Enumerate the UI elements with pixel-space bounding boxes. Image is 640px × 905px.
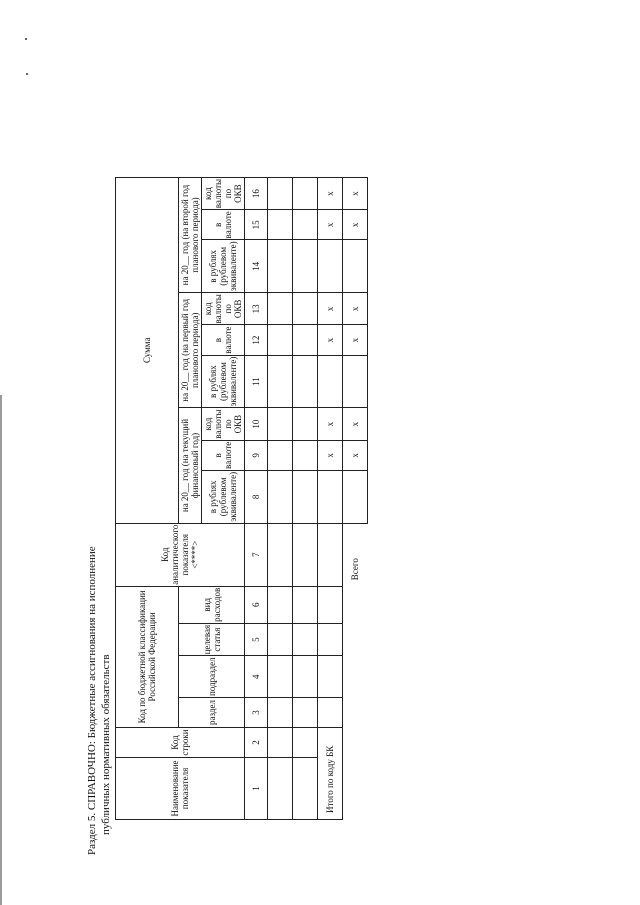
column-numbers-row [245,177,268,819]
header-okv: код валюты по ОКВ [203,294,243,324]
col-number: 15 [245,210,268,240]
cell [293,440,318,470]
appropriations-table [115,177,368,820]
col-number: 4 [245,656,268,698]
cell [268,325,293,355]
cell [318,698,343,728]
header-section: раздел [179,698,245,728]
cell [293,355,318,408]
x-mark: x [343,210,368,240]
grand-total-row [343,177,368,819]
cell [293,293,318,325]
rotated-page [85,115,385,855]
cell [268,293,293,325]
cell [293,523,318,586]
header-okv: код валюты по ОКВ [203,178,243,209]
scan-speck [25,38,27,40]
cell [293,758,318,820]
cell [268,523,293,586]
cell [268,177,293,209]
total-by-bk-label: Итого по коду БК [318,728,343,820]
section-title [85,115,113,855]
cell [293,728,318,758]
header-analytic-code: Код аналитического показателя <****> [116,523,245,586]
cell [293,470,318,523]
col-number: 11 [245,355,268,408]
header-name: Наименование показателя [116,758,245,820]
col-number: 16 [245,177,268,209]
data-row [268,177,293,819]
cell [293,623,318,656]
x-mark: x [343,408,368,440]
header-subsection: подраздел [179,656,245,698]
x-mark: x [318,293,343,325]
cell [268,623,293,656]
data-row [293,177,318,819]
total-by-bk-row [318,177,343,819]
cell [318,586,343,623]
col-number: 10 [245,408,268,440]
col-number: 12 [245,325,268,355]
x-mark: x [318,440,343,470]
cell [268,656,293,698]
header-year-current: на 20__ год (на текущий финансовый год) [179,408,202,523]
cell [268,440,293,470]
x-mark: x [318,325,343,355]
cell [343,355,368,408]
cell [268,355,293,408]
cell [343,470,368,523]
col-number: 5 [245,623,268,656]
scan-edge [0,395,2,905]
header-rub: в рублях (рублевом эквиваленте) [202,470,245,523]
cell [318,656,343,698]
cell [268,698,293,728]
col-number: 8 [245,470,268,523]
col-number: 2 [245,728,268,758]
col-number: 3 [245,698,268,728]
cell [318,355,343,408]
cell [268,408,293,440]
header-line-code: Код строки [116,728,245,758]
header-okv: код валюты по ОКВ [203,409,243,439]
title-line-2: публичных нормативных обязательств [100,654,112,835]
x-mark: x [343,177,368,209]
cell [318,623,343,656]
cell [293,240,318,293]
header-target-article: целевая статья [179,623,245,656]
cell [293,586,318,623]
cell [268,470,293,523]
cell [268,758,293,820]
cell [293,408,318,440]
header-rub: в рублях (рублевом эквиваленте) [202,355,245,408]
col-number: 1 [245,758,268,820]
cell [293,698,318,728]
cell [293,177,318,209]
col-number: 9 [245,440,268,470]
cell [318,523,343,586]
cell [268,210,293,240]
col-number: 6 [245,586,268,623]
cell [268,586,293,623]
header-expense-type: вид расходов [179,586,245,623]
col-number: 13 [245,293,268,325]
x-mark: x [318,177,343,209]
cell [293,656,318,698]
x-mark: x [343,293,368,325]
header-currency: в валюте [202,210,245,240]
grand-total-label: Всего [343,523,368,586]
cell [268,240,293,293]
header-currency: в валюте [202,440,245,470]
cell [318,470,343,523]
x-mark: x [318,210,343,240]
title-line-1: Раздел 5. СПРАВОЧНО: Бюджетные ассигнования на исполнение [86,546,98,855]
scan-speck [26,73,28,75]
cell [293,325,318,355]
cell [268,728,293,758]
col-number: 7 [245,523,268,586]
header-year-first: на 20__ год (на первый год планового периода) [179,293,202,408]
header-year-second: на 20__ год (на второй год планового периода) [179,177,202,292]
x-mark: x [343,325,368,355]
header-bk-code: Код по бюджетной классификации Российской Федерации [116,586,179,727]
col-number: 14 [245,240,268,293]
header-currency: в валюте [202,325,245,355]
header-sum: Сумма [116,177,179,523]
cell [343,240,368,293]
x-mark: x [318,408,343,440]
cell [293,210,318,240]
x-mark: x [343,440,368,470]
cell [318,240,343,293]
header-rub: в рублях (рублевом эквиваленте) [202,240,245,293]
